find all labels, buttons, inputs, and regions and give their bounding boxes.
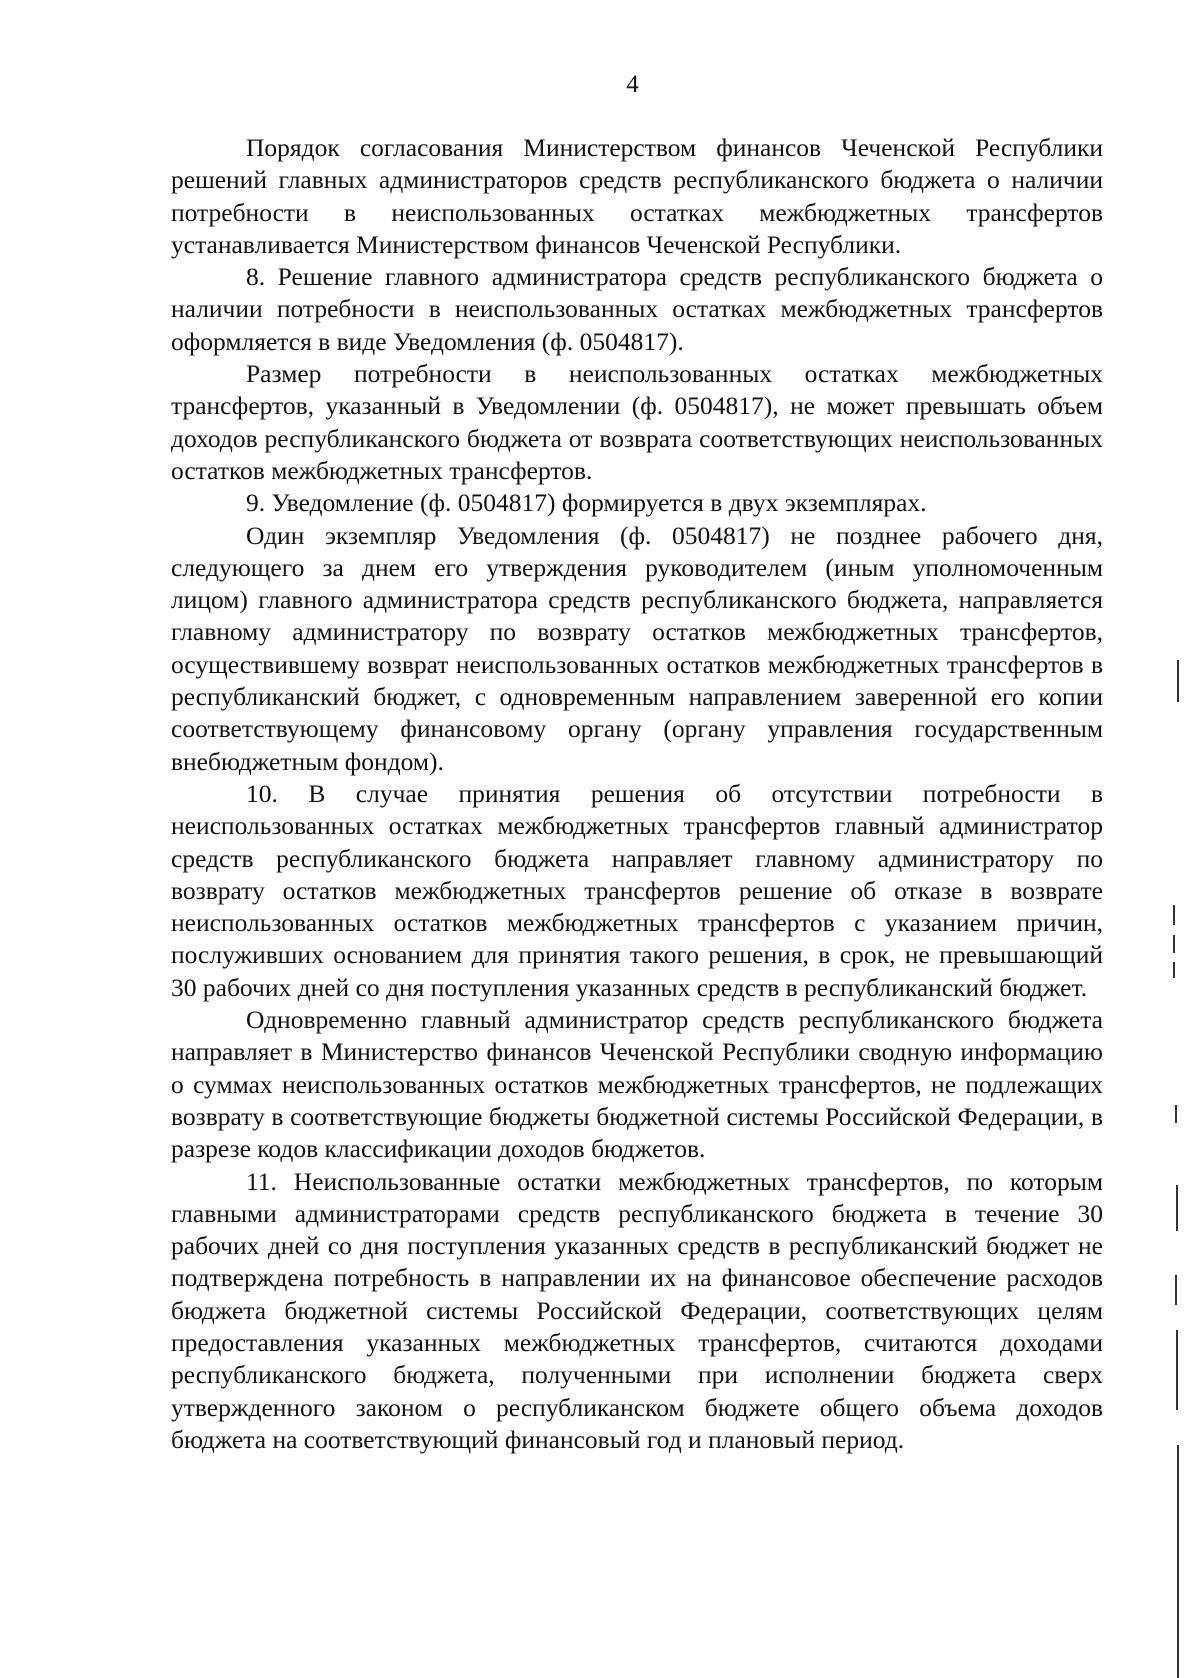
scan-artifact — [1175, 1275, 1177, 1305]
paragraph-summary-info: Одновременно главный администратор средств республиканского бюджета направляет в Министерство финансов Чеченской Республики сводную информацию о суммах неиспользованных остатков межбюджетных трансфертов, не подлежащих возврату в соответствующие бюджеты бюджетной системы Российской Федерации, в разрезе кодов классификации доходов бюджетов. — [171, 1005, 1103, 1164]
paragraph-copy-direction: Один экземпляр Уведомления (ф. 0504817) не позднее рабочего дня, следующего за днем его утверждения руководителем (иным уполномоченным лицом) главного администратора средств республиканского бюджета, направляется главному администратору по возврату остатков межбюджетных трансфертов, осуществившему возврат неиспользованных остатков межбюджетных трансфертов в республиканский бюджет, с одновременным направлением заверенной его копии соответствующему финансовому органу (органу управления государственным внебюджетным фондом). — [171, 520, 1103, 776]
document-body — [171, 132, 1103, 1456]
paragraph-need-amount: Размер потребности в неиспользованных остатках межбюджетных трансфертов, указанный в Уведомлении (ф. 0504817), не может превышать объем доходов республиканского бюджета от возврата соответствующих неиспользованных остатков межбюджетных трансфертов. — [171, 359, 1103, 485]
paragraph-item-11: 11. Неиспользованные остатки межбюджетных трансфертов, по которым главными администраторами средств республиканского бюджета в течение 30 рабочих дней со дня поступления указанных средств в республиканский бюджет не подтверждена потребность в направлении их на финансовое обеспечение расходов бюджета бюджетной системы Российской Федерации, соответствующих целям предоставления указанных межбюджетных трансфертов, считаются доходами республиканского бюджета, полученными при исполнении бюджета сверх утвержденного законом о республиканском бюджете общего объема доходов бюджета на соответствующий финансовый год и плановый период. — [171, 1166, 1103, 1454]
scan-artifact — [1173, 962, 1175, 978]
paragraph-item-9: 9. Уведомление (ф. 0504817) формируется в двух экземплярах. — [246, 488, 927, 518]
scan-artifact — [1177, 660, 1179, 702]
scan-artifact — [1177, 1445, 1179, 1678]
scan-artifact — [1175, 1105, 1177, 1123]
paragraph-approval-procedure: Порядок согласования Министерством финансов Чеченской Республики решений главных администраторов средств республиканского бюджета о наличии потребности в неиспользованных остатках межбюджетных трансфертов устанавливается Министерством финансов Чеченской Республики. — [171, 133, 1103, 259]
scan-artifact — [1176, 1330, 1178, 1410]
scan-artifact — [1173, 935, 1175, 953]
paragraph-item-8: 8. Решение главного администратора средств республиканского бюджета о наличии потребности в неиспользованных остатках межбюджетных трансфертов оформляется в виде Уведомления (ф. 0504817). — [171, 262, 1103, 356]
scan-artifact — [1176, 1185, 1178, 1231]
paragraph-item-10: 10. В случае принятия решения об отсутствии потребности в неиспользованных остатках межбюджетных трансфертов главный администратор средств республиканского бюджета направляет главному администратору по возврату остатков межбюджетных трансфертов решение об отказе в возврате неиспользованных остатков межбюджетных трансфертов с указанием причин, послуживших основанием для принятия такого решения, в срок, не превышающий 30 рабочих дней со дня поступления указанных средств в республиканский бюджет. — [171, 778, 1103, 1002]
scan-artifact — [1173, 905, 1175, 925]
page-number: 4 — [626, 71, 639, 98]
